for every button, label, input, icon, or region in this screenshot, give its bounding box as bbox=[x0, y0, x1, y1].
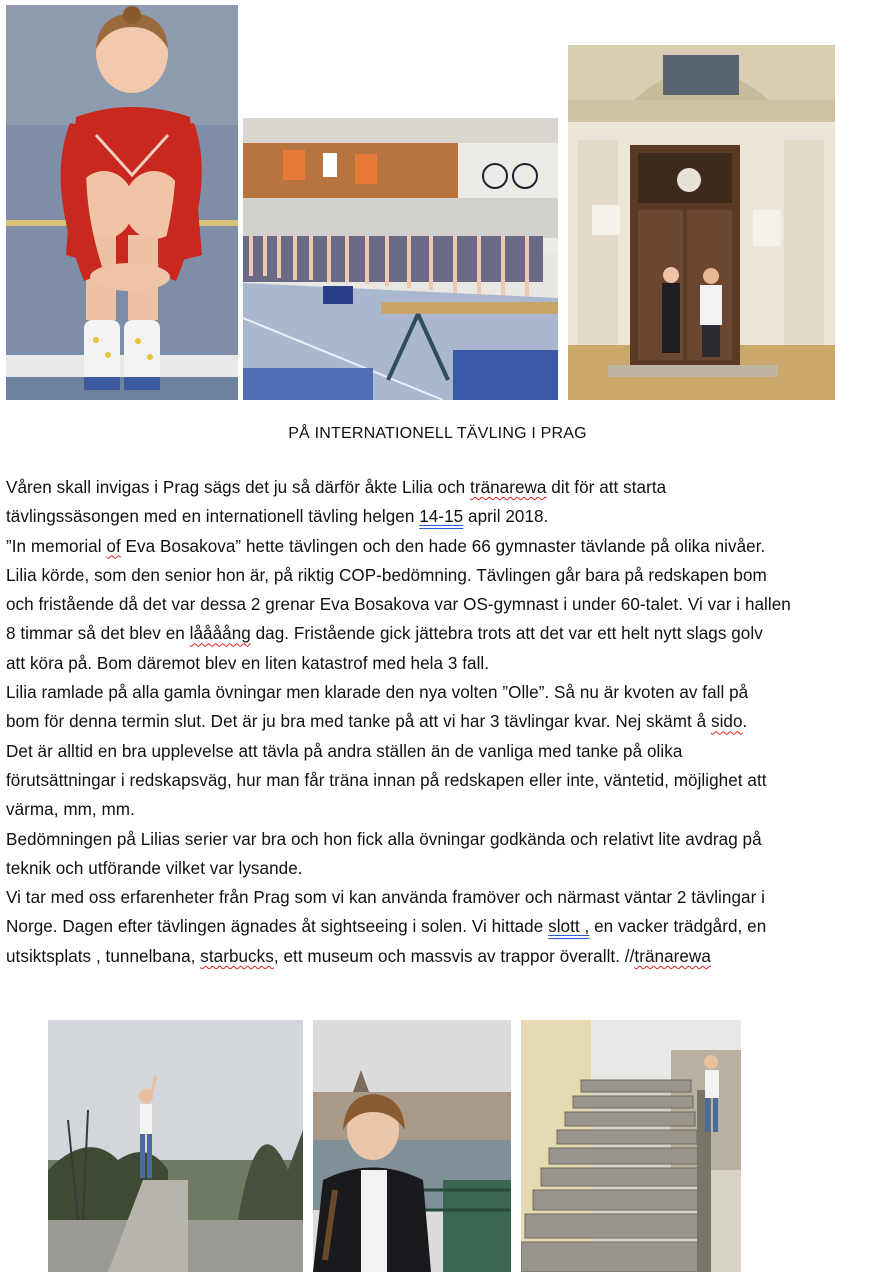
article-line: utsiktsplats , tunnelbana, starbucks, ett museum och massvis av trappor överallt. //tränarewa bbox=[6, 946, 711, 966]
article-line: 8 timmar så det blev en låååång dag. Fristående gick jättebra trots att det var ett helt nytt slags golv bbox=[6, 624, 763, 644]
article-line: och fristående då det var dessa 2 grenar Eva Bosakova var OS-gymnast i under 60-talet. Vi var i hallen bbox=[6, 595, 791, 615]
article-line: teknik och utförande vilket var lysande. bbox=[6, 858, 303, 878]
article-line: Vi tar med oss erfarenheter från Prag som vi kan använda framöver och närmast väntar 2 tävlingar i bbox=[6, 888, 765, 908]
spelling-flag: of bbox=[106, 536, 121, 556]
article-line: värma, mm, mm. bbox=[6, 800, 135, 820]
article-line: Bedömningen på Lilias serier var bra och hon fick alla övningar godkända och relativt lite avdrag på bbox=[6, 829, 762, 849]
spelling-flag: tränarewa bbox=[470, 478, 547, 497]
article-line: Lilia ramlade på alla gamla övningar men klarade den nya volten ”Olle”. Så nu är kvoten av fall på bbox=[6, 683, 749, 703]
spelling-flag: starbucks bbox=[200, 946, 274, 966]
spelling-flag: låååång bbox=[189, 624, 251, 644]
spelling-flag: tränarewa bbox=[634, 946, 711, 966]
photo-stone-stairs bbox=[521, 1020, 741, 1272]
photo-river-portrait bbox=[313, 1020, 511, 1272]
article-line: bom för denna termin slut. Det är ju bra med tanke på att vi har 3 tävlingar kvar. Nej skämt å sido. bbox=[6, 712, 748, 732]
spelling-flag: sido bbox=[710, 712, 743, 732]
photo-gymnastics-hall bbox=[243, 118, 558, 400]
article-line: att köra på. Bom däremot blev en liten katastrof med hela 3 fall. bbox=[6, 653, 490, 673]
article-line: Norge. Dagen efter tävlingen ägnades åt sightseeing i solen. Vi hittade slott , en vacker trädgård, en bbox=[6, 917, 767, 937]
article-line: Det är alltid en bra upplevelse att tävla på andra ställen än de vanliga med tanke på olika bbox=[6, 741, 683, 761]
article-line: förutsättningar i redskapsväg, hur man får träna innan på redskapen eller inte, väntetid, möjlighet att bbox=[6, 770, 767, 790]
article-line: Våren skall invigas i Prag sägs det ju så därför åkte Lilia och tränarewa dit för att starta bbox=[6, 478, 667, 497]
article-line: ”In memorial of Eva Bosakova” hette tävlingen och den hade 66 gymnaster tävlande på olika nivåer. bbox=[6, 536, 766, 556]
photo-gymnast-portrait bbox=[6, 5, 238, 400]
article-body bbox=[6, 473, 872, 971]
grammar-flag: slott , bbox=[548, 917, 590, 937]
article-title: PÅ INTERNATIONELL TÄVLING I PRAG bbox=[288, 425, 587, 442]
article-line: tävlingssäsongen med en internationell tävling helgen 14-15 april 2018. bbox=[6, 507, 549, 527]
article-line: Lilia körde, som den senior hon är, på riktig COP-bedömning. Tävlingen går bara på redskapen bom bbox=[6, 565, 767, 585]
grammar-flag: 14-15 bbox=[419, 507, 464, 527]
photo-viewpoint-monument bbox=[48, 1020, 303, 1272]
photo-building-entrance bbox=[568, 45, 835, 400]
